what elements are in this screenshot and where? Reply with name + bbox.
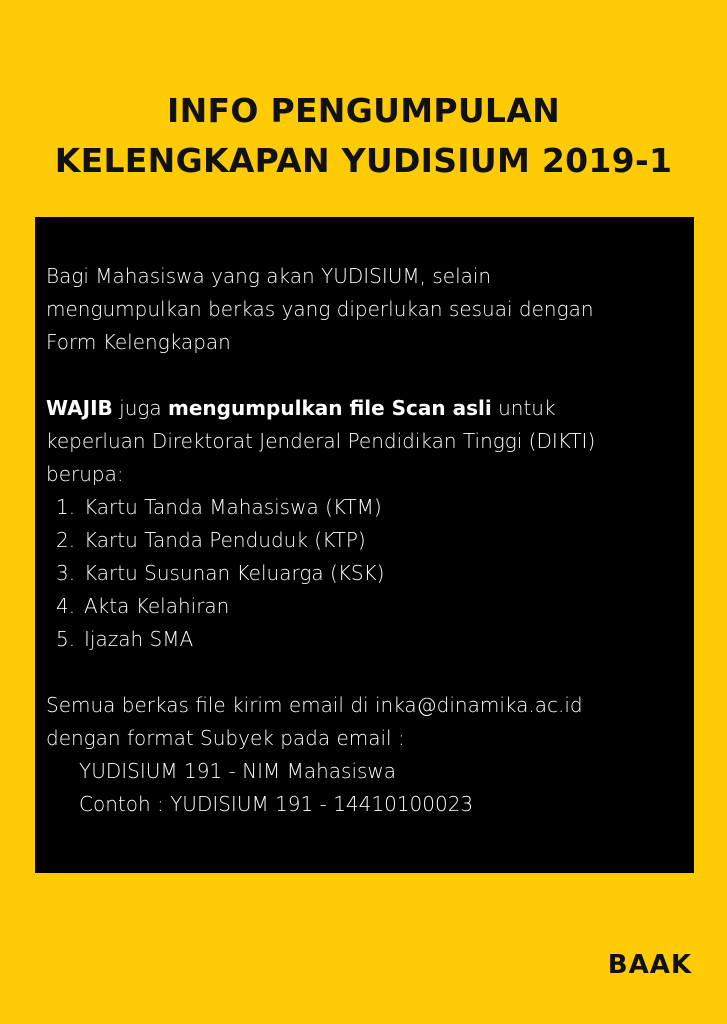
page-title: [0, 86, 727, 186]
title-line-1: INFO PENGUMPULAN: [166, 91, 561, 130]
subject-format: YUDISIUM 191 - NIM Mahasiswa: [79, 759, 397, 783]
info-panel: [35, 217, 694, 873]
list-label: Ijazah SMA: [84, 627, 194, 651]
requirement-text: juga: [112, 396, 168, 420]
list-number: 5.: [56, 627, 76, 651]
intro-line: Form Kelengkapan: [46, 330, 231, 354]
requirement-emphasis: mengumpulkan file Scan asli: [168, 396, 492, 420]
email-line: dengan format Subyek pada email :: [46, 726, 405, 750]
requirement-line: berupa:: [46, 462, 124, 486]
list-item: [56, 491, 684, 524]
intro-line: mengumpulkan berkas yang diperlukan sesuai dengan: [46, 297, 594, 321]
list-label: Kartu Tanda Penduduk (KTP): [84, 528, 366, 552]
list-number: 3.: [56, 561, 76, 585]
list-item: [56, 623, 684, 656]
intro-paragraph: [46, 260, 684, 359]
list-label: Kartu Tanda Mahasiswa (KTM): [84, 495, 382, 519]
list-label: Akta Kelahiran: [84, 594, 230, 618]
list-item: [56, 557, 684, 590]
list-label: Kartu Susunan Keluarga (KSK): [84, 561, 385, 585]
footer-label: BAAK: [607, 950, 692, 980]
list-number: 4.: [56, 594, 76, 618]
intro-line: Bagi Mahasiswa yang akan YUDISIUM, selain: [46, 264, 492, 288]
requirement-line: [46, 392, 684, 425]
email-paragraph: [46, 689, 684, 821]
requirement-keyword: WAJIB: [46, 396, 113, 420]
document-list: [46, 491, 684, 656]
spacer: [46, 359, 684, 392]
requirement-paragraph: [46, 392, 684, 491]
title-line-2: KELENGKAPAN YUDISIUM 2019-1: [54, 141, 673, 180]
requirement-text: untuk: [491, 396, 556, 420]
spacer: [46, 656, 684, 689]
requirement-line: keperluan Direktorat Jenderal Pendidikan Tinggi (DIKTI): [46, 429, 596, 453]
list-number: 2.: [56, 528, 76, 552]
list-number: 1.: [56, 495, 76, 519]
list-item: [56, 590, 684, 623]
list-item: [56, 524, 684, 557]
subject-example: Contoh : YUDISIUM 191 - 14410100023: [79, 792, 474, 816]
email-line: Semua berkas file kirim email di inka@dinamika.ac.id: [46, 693, 583, 717]
